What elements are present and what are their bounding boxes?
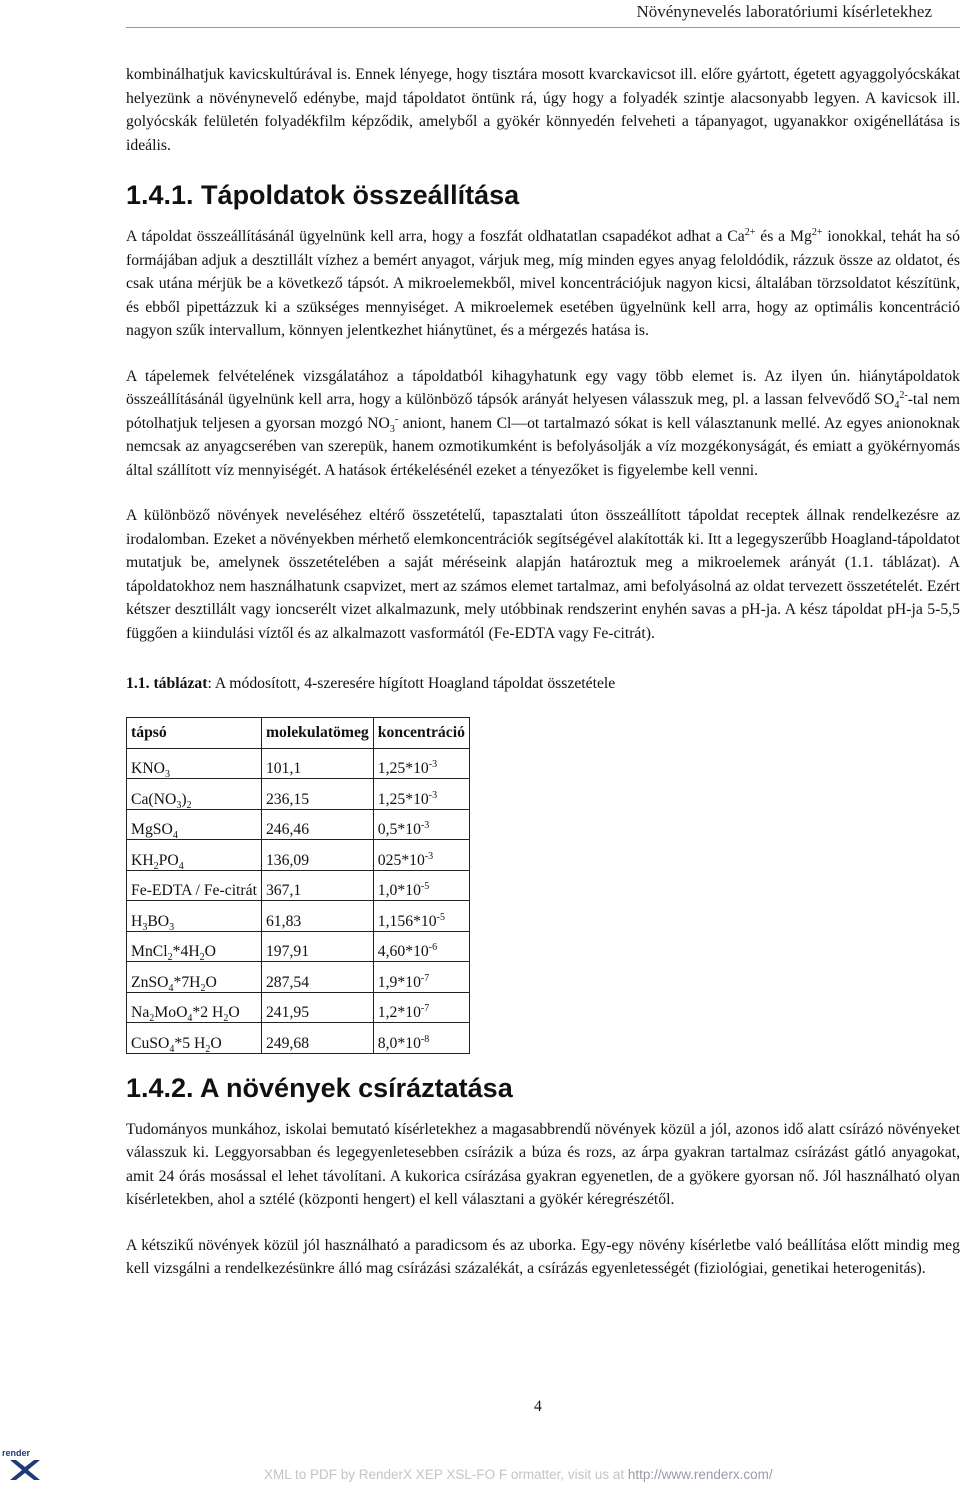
table-header-row [127,718,470,749]
cell-salt: $Na_2MoO_4*2$ $H_2O$ [127,992,262,1023]
cell-salt: $KH_2PO_4$ [127,840,262,871]
column-header-salt: tápsó [127,718,262,749]
footer-link[interactable]: http://www.renderx.com/ [627,1467,773,1482]
intro-paragraph: kombinálhatjuk kavicskultúrával is. Ennek lényege, hogy tisztára mosott kvarckavicsot ill. előre gyártott, égetett agyaggolyócskákat helyezünk a növénynevelő edénybe, majd tápoldatot öntünk rá, úgy hogy a folyadék szintje alacsonyabb legyen. A kavicsok ill. golyócskák felületén folyadékfilm képződik, amelyből a gyökér könnyedén felveheti a tápanyagot, ugyanakkor oxigénellátása is ideális. [126,66,960,154]
cell-molecular-weight: 287,54 [261,962,373,993]
paragraph-dicots: A kétszikű növények közül jól használható a paradicsom és az uborka. Egy-egy növény kísérletbe való beállítása előtt mindig meg kell vizsgálni a rendelkezésünkre álló mag csírázási százalékát, a csírázás egyenletességét (fiziológiai, genetikai heterogenitás). [126,1236,960,1277]
cell-molecular-weight: 101,1 [261,748,373,779]
page-number: 4 [534,1398,542,1415]
cell-salt: $H_3BO_3$ [127,901,262,932]
table-body [127,748,470,1053]
table-caption-text: : A módosított, 4-szeresére hígított Hoagland tápoldat összetétele [207,675,616,692]
cell-molecular-weight: 367,1 [261,870,373,901]
cell-salt: $MnCl_2*4H_2O$ [127,931,262,962]
table-row [127,809,470,840]
cell-concentration: $1,156*10^{-5}$ [373,901,469,932]
table-row [127,870,470,901]
table-row [127,962,470,993]
section-heading-1-4-2: 1.4.2. A növények csíráztatása [126,1072,513,1103]
cell-molecular-weight: 136,09 [261,840,373,871]
cell-salt: CuSO$_4$*5 $H_2O$ [127,1023,262,1054]
cell-concentration: $1,25*10^{-3}$ [373,779,469,810]
section-heading-1-4-1: 1.4.1. Tápoldatok összeállítása [126,180,520,210]
cell-concentration: $1,2*10^{-7}$ [373,992,469,1023]
header-rule [126,27,960,28]
cell-concentration: $025*10^{-3}$ [373,840,469,871]
table-row [127,901,470,932]
cell-salt: MgSO$_4$ [127,809,262,840]
column-header-molecular-weight: molekulatömeg [261,718,373,749]
cell-concentration: $1,0*10^{-5}$ [373,870,469,901]
logo-text: render [2,1448,31,1458]
cell-concentration: $1,25*10^{-3}$ [373,748,469,779]
cell-molecular-weight: 236,15 [261,779,373,810]
cell-molecular-weight: 241,95 [261,992,373,1023]
table-row [127,992,470,1023]
footer [264,1467,773,1482]
cell-concentration: $0,5*10^{-3}$ [373,809,469,840]
paragraph-deficiency: A tápelemek felvételének vizsgálatához a tápoldatból kihagyhatunk egy vagy több elemet is. Az ilyen ún. hiánytápoldatok összeállításánál ügyelnünk kell arra, hogy a különböző tápsók arányát helyesen válasszuk meg, pl. a lassan felvevődő $SO_4^{2-}$-tal nem pótolhatjuk teljesen a gyorsan mozgó $NO_3^-$ aniont, hanem Cl―ot tartalmazó sókat is kell választanunk mellé. Az egyes anionoknak nemcsak az anyagcserében van szerepük, hanem ozmotikumként is befolyásolják a víz mozgékonyságát, és emiatt a gyökérnyomás által szállított víz mennyiségét. A hatások értékelésénél ezeket a tényezőket is figyelembe kell venni. [126,367,960,479]
table-row [127,748,470,779]
paragraph-germination: Tudományos munkához, iskolai bemutató kísérletekhez a magasabbrendű növények közül a jól, azonos idő alatt csírázó növényeket válasszuk ki. Leggyorsabban és legegyenletesebben csírázik a búza és rozs, az árpa gyakran tartalmaz csírázást gátló anyagokat, amit 24 órás mosással el lehet távolítani. A kukorica csírázása gyakran egyenetlen, de a gyökere gyorsan nő. Jól használható olyan kísérletekben, ahol a sztélé (központi hengert) el kell választani a gyökér kéregrészétől. [126,1120,960,1208]
table-row [127,931,470,962]
cell-molecular-weight: 197,91 [261,931,373,962]
cell-salt: Fe-EDTA / Fe-citrát [127,870,262,901]
cell-molecular-weight: 246,46 [261,809,373,840]
footer-text: XML to PDF by RenderX XEP XSL-FO F ormatter, visit us at [264,1467,628,1482]
cell-salt: $Ca(NO_3)_2$ [127,779,262,810]
table-caption-label: 1.1. táblázat [126,675,208,692]
hoagland-table [126,717,470,1054]
paragraph-phosphate: A tápoldat összeállításánál ügyelnünk kell arra, hogy a foszfát oldhatatlan csapadékot adhat a $Ca^{2+}$ és a $Mg^{2+}$ ionokkal, tehát ha só formájában adjuk a desztillált vízhez a bemért anyagot, várjuk meg, míg minden egyes anyag feloldódik, rázzuk össze az oldatot, és csak utána mérjük be a következő tápsót. A mikroelemekből, mivel koncentrációjuk nagyon kicsi, általában törzsoldatot készítünk, és ebből pipettázzuk ki a szükséges mennyiséget. A mikroelemek esetében ügyelnünk kell arra, hogy az optimális koncentráció nagyon szűk intervallum, könnyen jelentkezhet hiánytünet, és a mérgezés hatása is. [126,226,960,339]
cell-concentration: $4,60*10^{-6}$ [373,931,469,962]
cell-salt: $KNO_3$ [127,748,262,779]
table-caption [126,673,960,695]
cell-concentration: $1,9*10^{-7}$ [373,962,469,993]
page-content [126,63,960,1281]
table-row [127,779,470,810]
running-header: Növénynevelés laboratóriumi kísérletekhez [636,2,932,21]
table-row [127,1023,470,1054]
cell-molecular-weight: 249,68 [261,1023,373,1054]
paragraph-hoagland: A különböző növények neveléséhez eltérő összetételű, tapasztalati úton összeállított tápoldat receptek állnak rendelkezésre az irodalomban. Ezeket a növényekben mérhető elemkoncentrációk segítségével alakították ki. Itt a legegyszerűbb Hoagland-tápoldatot mutatjuk be, amelynek összetételében a saját méréseink alapján határoztuk meg a mikroelemek arányát (1.1. táblázat). A tápoldatokhoz nem használhatunk csapvizet, mert az számos elemet tartalmaz, ami befolyásolná az oldat tervezett összetételét. Ezért kétszer desztillált vagy ioncserélt vizet alkalmazunk, mely utóbbinak rendszerint enyhén savas a pH-ja. A kész tápoldat pH-ja 5-5,5 függően a kiindulási víztől és az alkalmazott vasformától (Fe-EDTA vagy Fe-citrát). [126,507,960,642]
renderx-logo-icon [2,1446,42,1482]
column-header-concentration: koncentráció [373,718,469,749]
cell-salt: $ZnSO_4*7H_2O$ [127,962,262,993]
cell-concentration: $8,0*10^{-8}$ [373,1023,469,1054]
table-row [127,840,470,871]
cell-molecular-weight: 61,83 [261,901,373,932]
